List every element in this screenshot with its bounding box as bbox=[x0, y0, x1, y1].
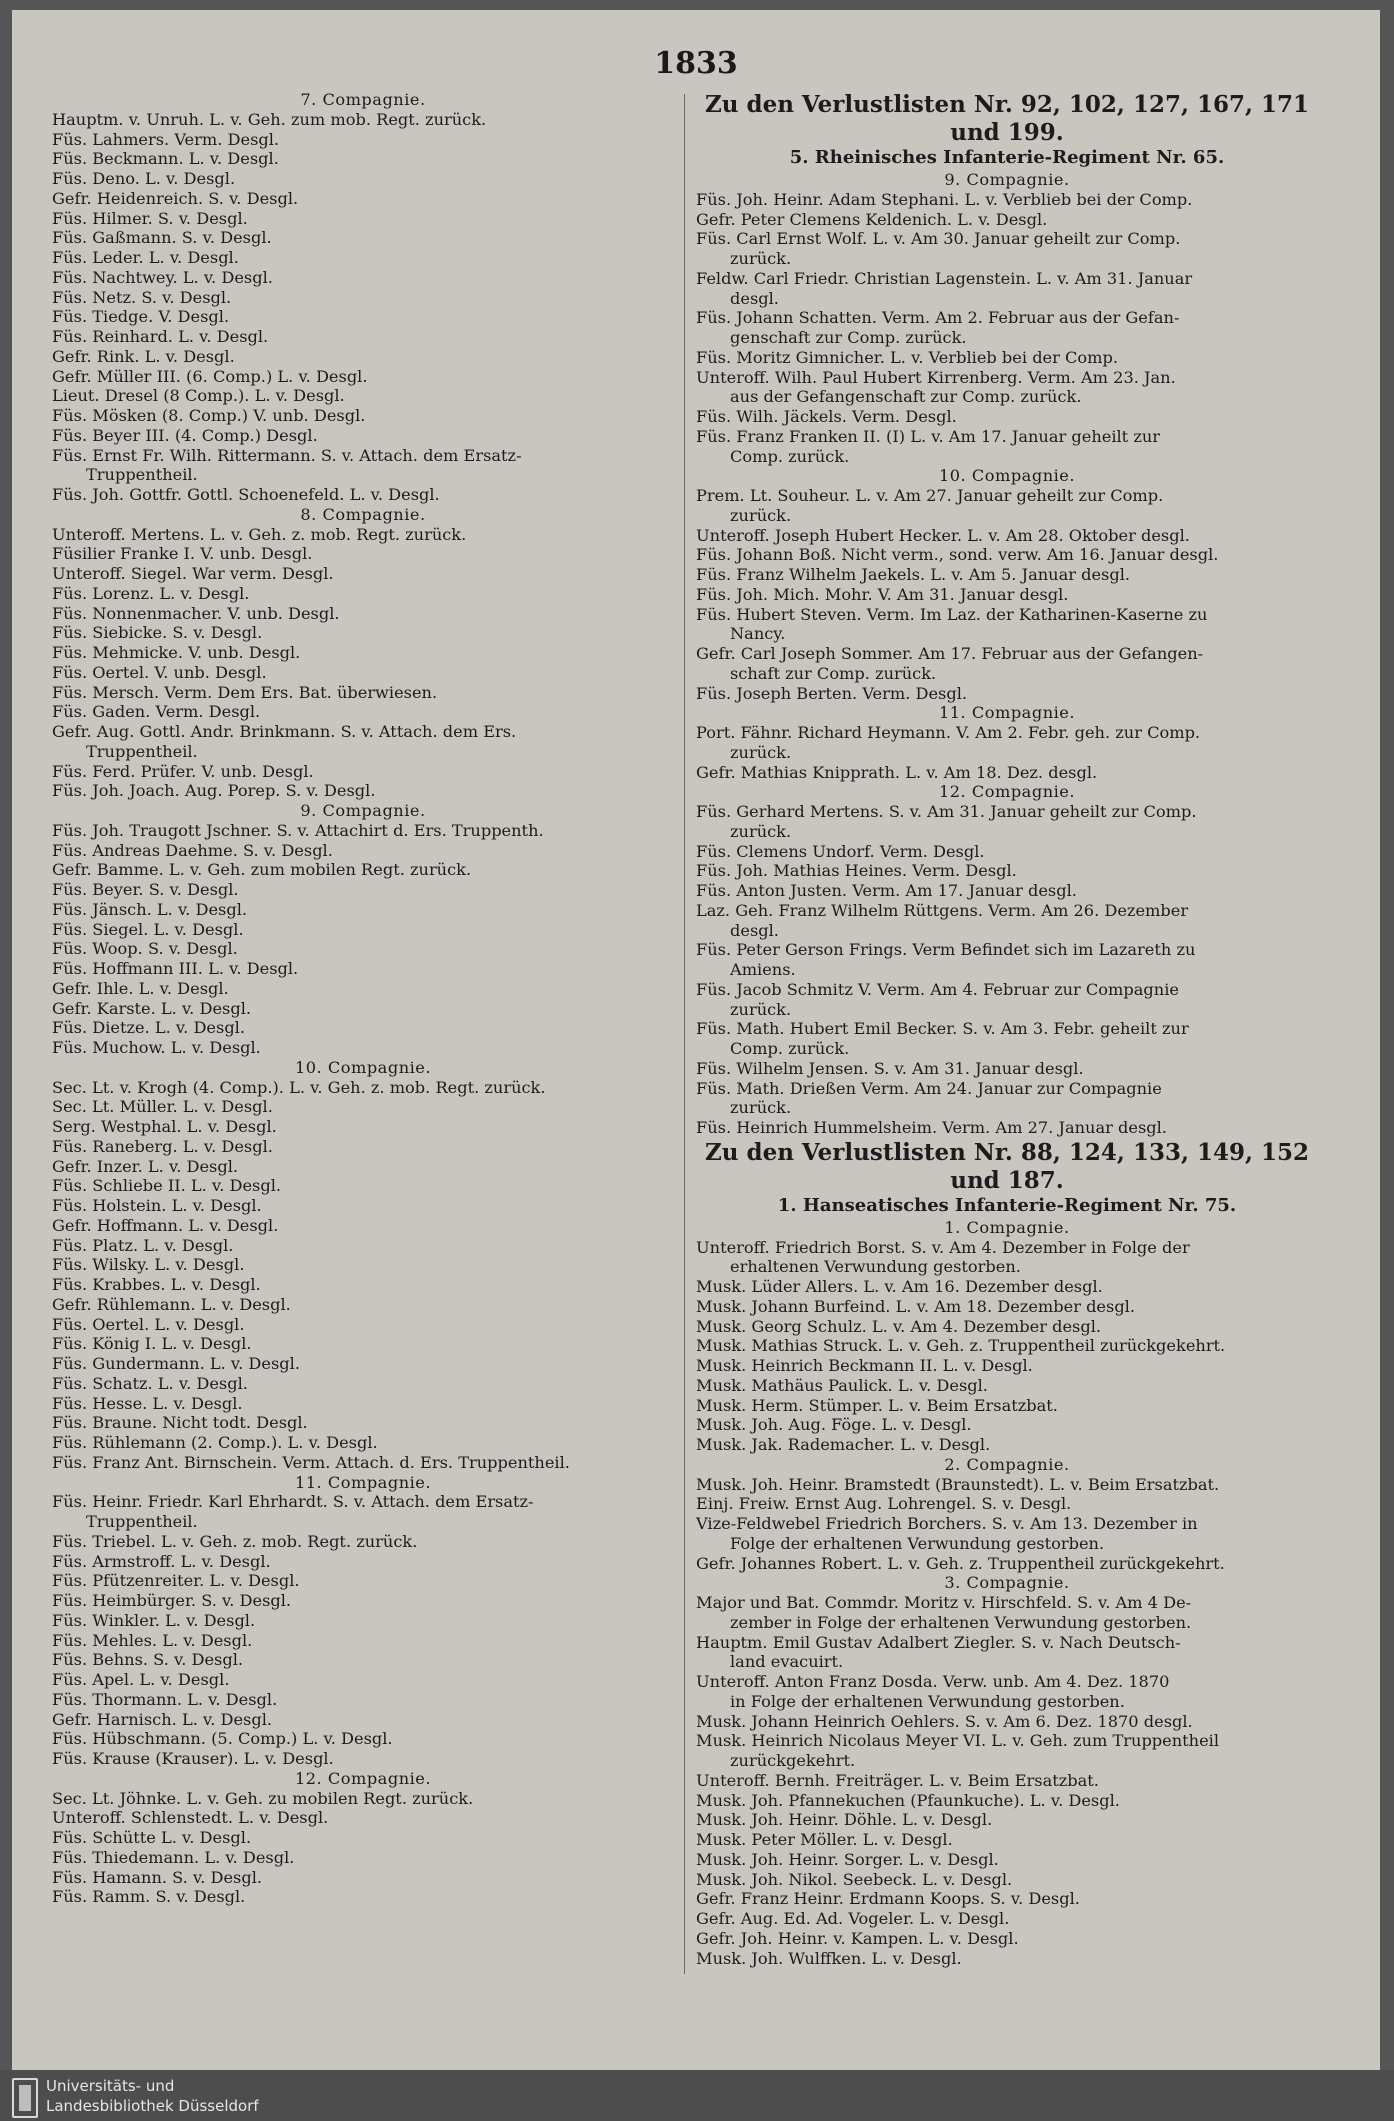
company-heading: 9. Compagnie. bbox=[300, 801, 426, 820]
entry-line: Port. Fähnr. Richard Heymann. V. Am 2. Febr. geh. zur Comp. bbox=[696, 723, 1201, 742]
newspaper-page bbox=[12, 10, 1380, 2070]
entry-line: Sec. Lt. v. Krogh (4. Comp.). L. v. Geh. z. mob. Regt. zurück. bbox=[52, 1077, 546, 1097]
left-column bbox=[52, 90, 674, 1907]
entry-line: Füs. Oertel. L. v. Desgl. bbox=[52, 1314, 245, 1334]
entry-continuation: in Folge der erhaltenen Verwundung gestorben. bbox=[730, 1691, 1125, 1711]
entry-line: Füs. Gundermann. L. v. Desgl. bbox=[52, 1354, 300, 1373]
entry-continuation: zurück. bbox=[730, 505, 792, 525]
regiment-heading: 5. Rheinisches Infanterie-Regiment Nr. 65. bbox=[789, 147, 1225, 168]
entry-continuation: Comp. zurück. bbox=[730, 446, 850, 466]
entry-line: Musk. Lüder Allers. L. v. Am 16. Dezember desgl. bbox=[696, 1277, 1103, 1296]
entry-line: Laz. Geh. Franz Wilhelm Rüttgens. Verm. Am 26. Dezember bbox=[696, 900, 1189, 920]
company-heading: 11. Compagnie. bbox=[938, 703, 1076, 723]
entry-line: Musk. Joh. Nikol. Seebeck. L. v. Desgl. bbox=[696, 1869, 1013, 1889]
entry-line: Füs. Jacob Schmitz V. Verm. Am 4. Februar zur Compagnie bbox=[696, 979, 1179, 999]
company-heading: 10. Compagnie. bbox=[294, 1057, 432, 1077]
entry-line: Einj. Freiw. Ernst Aug. Lohrengel. S. v. Desgl. bbox=[696, 1494, 1072, 1514]
entry-line: Füs. Joh. Heinr. Adam Stephani. L. v. Verblieb bei der Comp. bbox=[696, 189, 1193, 209]
entry-line: Füs. Johann Schatten. Verm. Am 2. Februar aus der Gefan- bbox=[696, 308, 1180, 328]
entry-line: Musk. Peter Möller. L. v. Desgl. bbox=[696, 1830, 953, 1849]
entry-line: Füs. Dietze. L. v. Desgl. bbox=[52, 1018, 245, 1038]
entry-line: Vize-Feldwebel Friedrich Borchers. S. v. Am 13. Dezember in bbox=[696, 1514, 1198, 1533]
entry-line: Unteroff. Schlenstedt. L. v. Desgl. bbox=[52, 1808, 329, 1828]
entry-line: Musk. Heinrich Nicolaus Meyer VI. L. v. Geh. zum Truppentheil bbox=[696, 1731, 1220, 1751]
company-heading: 11. Compagnie. bbox=[294, 1472, 432, 1492]
company-heading: 8. Compagnie. bbox=[300, 504, 426, 524]
entry-line: Füs. Johann Boß. Nicht verm., sond. verw. Am 16. Januar desgl. bbox=[696, 545, 1219, 565]
entry-line: Füs. Schütte L. v. Desgl. bbox=[52, 1828, 252, 1847]
entry-line: Füs. Nachtwey. L. v. Desgl. bbox=[52, 267, 273, 287]
entry-line: Füs. Netz. S. v. Desgl. bbox=[52, 287, 232, 307]
entry-line: Füs. Tiedge. V. Desgl. bbox=[52, 307, 230, 327]
entry-line: Füs. Triebel. L. v. Geh. z. mob. Regt. zurück. bbox=[52, 1531, 418, 1551]
entry-line: Füs. Leder. L. v. Desgl. bbox=[52, 248, 239, 267]
entry-continuation: Comp. zurück. bbox=[730, 1039, 850, 1058]
entry-line: Gefr. Harnisch. L. v. Desgl. bbox=[52, 1709, 273, 1729]
entry-line: Füs. Raneberg. L. v. Desgl. bbox=[52, 1136, 273, 1156]
entry-line: Füs. Joh. Joach. Aug. Porep. S. v. Desgl. bbox=[52, 781, 376, 801]
entry-line: Füs. Mehmicke. V. unb. Desgl. bbox=[52, 643, 301, 662]
entry-line: Unteroff. Wilh. Paul Hubert Kirrenberg. Verm. Am 23. Jan. bbox=[696, 367, 1176, 387]
entry-line: Füs. Heimbürger. S. v. Desgl. bbox=[52, 1591, 292, 1610]
page-number: 1833 bbox=[654, 46, 738, 81]
entry-line: Füs. Beckmann. L. v. Desgl. bbox=[52, 149, 279, 169]
entry-line: Füs. Franz Wilhelm Jaekels. L. v. Am 5. Januar desgl. bbox=[696, 565, 1131, 584]
entry-line: Gefr. Rink. L. v. Desgl. bbox=[52, 346, 235, 366]
entry-line: Füs. Andreas Daehme. S. v. Desgl. bbox=[52, 840, 333, 860]
entry-line: Gefr. Mathias Knipprath. L. v. Am 18. Dez. desgl. bbox=[696, 762, 1098, 782]
entry-line: Sec. Lt. Müller. L. v. Desgl. bbox=[52, 1097, 273, 1117]
section-title: Zu den Verlustlisten Nr. 88, 124, 133, 149, 152 bbox=[704, 1138, 1310, 1166]
entry-line: Füs. Peter Gerson Frings. Verm Befindet sich im Lazareth zu bbox=[696, 940, 1196, 960]
entry-continuation: Folge der erhaltenen Verwundung gestorben. bbox=[730, 1533, 1105, 1553]
entry-line: Füs. Franz Ant. Birnschein. Verm. Attach. d. Ers. Truppentheil. bbox=[52, 1452, 570, 1472]
entry-line: Gefr. Inzer. L. v. Desgl. bbox=[52, 1156, 239, 1176]
company-heading: 1. Compagnie. bbox=[944, 1217, 1070, 1237]
entry-line: Gefr. Ihle. L. v. Desgl. bbox=[52, 978, 229, 998]
entry-line: Füs. Krabbes. L. v. Desgl. bbox=[52, 1275, 261, 1294]
entry-continuation: zurück. bbox=[730, 249, 792, 268]
entry-line: Prem. Lt. Souheur. L. v. Am 27. Januar geheilt zur Comp. bbox=[696, 486, 1164, 505]
entry-line: Füs. Winkler. L. v. Desgl. bbox=[52, 1610, 256, 1630]
entry-line: Füs. Joh. Mich. Mohr. V. Am 31. Januar desgl. bbox=[696, 584, 1069, 604]
entry-line: Unteroff. Anton Franz Dosda. Verw. unb. Am 4. Dez. 1870 bbox=[696, 1672, 1170, 1691]
entry-line: Füs. Lahmers. Verm. Desgl. bbox=[52, 129, 280, 149]
entry-line: Füs. Hamann. S. v. Desgl. bbox=[52, 1867, 263, 1887]
company-heading: 12. Compagnie. bbox=[294, 1768, 432, 1788]
column-divider bbox=[684, 94, 685, 1974]
entry-continuation: Nancy. bbox=[730, 624, 786, 644]
entry-continuation: zurück. bbox=[730, 1098, 792, 1118]
entry-line: Füs. Moritz Gimnicher. L. v. Verblieb bei der Comp. bbox=[696, 347, 1119, 367]
entry-continuation: Truppentheil. bbox=[86, 1512, 198, 1531]
entry-line: Füs. Krause (Krauser). L. v. Desgl. bbox=[52, 1749, 334, 1768]
entry-line: Füs. Anton Justen. Verm. Am 17. Januar desgl. bbox=[696, 881, 1077, 900]
entry-line: Füs. Gaßmann. S. v. Desgl. bbox=[52, 228, 272, 248]
entry-line: Füs. Joh. Mathias Heines. Verm. Desgl. bbox=[696, 861, 1017, 881]
entry-line: Musk. Mathäus Paulick. L. v. Desgl. bbox=[696, 1375, 988, 1395]
entry-line: Füs. König I. L. v. Desgl. bbox=[52, 1334, 252, 1354]
entry-line: Füs. Reinhard. L. v. Desgl. bbox=[52, 327, 269, 346]
entry-line: Füs. Armstroff. L. v. Desgl. bbox=[52, 1551, 271, 1571]
entry-line: Füs. Joseph Berten. Verm. Desgl. bbox=[696, 683, 968, 703]
entry-line: Füs. Hubert Steven. Verm. Im Laz. der Katharinen-Kaserne zu bbox=[696, 604, 1208, 624]
entry-line: Serg. Westphal. L. v. Desgl. bbox=[52, 1117, 277, 1136]
company-heading: 3. Compagnie. bbox=[944, 1573, 1070, 1593]
entry-line: Musk. Herm. Stümper. L. v. Beim Ersatzbat. bbox=[696, 1395, 1058, 1415]
entry-line: Füs. Joh. Traugott Jschner. S. v. Attachirt d. Ers. Truppenth. bbox=[52, 820, 544, 840]
company-heading: 2. Compagnie. bbox=[944, 1454, 1070, 1474]
entry-line: Musk. Joh. Heinr. Bramstedt (Braunstedt). L. v. Beim Ersatzbat. bbox=[696, 1474, 1220, 1494]
entry-continuation: aus der Gefangenschaft zur Comp. zurück. bbox=[730, 387, 1082, 407]
entry-line: Füs. Braune. Nicht todt. Desgl. bbox=[52, 1413, 308, 1433]
entry-line: Gefr. Rühlemann. L. v. Desgl. bbox=[52, 1294, 291, 1314]
section-title: Zu den Verlustlisten Nr. 92, 102, 127, 167, 171 bbox=[704, 91, 1310, 118]
entry-line: Musk. Joh. Wulffken. L. v. Desgl. bbox=[696, 1948, 962, 1968]
entry-line: Füs. Joh. Gottfr. Gottl. Schoenefeld. L. v. Desgl. bbox=[52, 485, 440, 504]
entry-line: Gefr. Karste. L. v. Desgl. bbox=[52, 998, 252, 1018]
entry-line: Gefr. Bamme. L. v. Geh. zum mobilen Regt. zurück. bbox=[52, 860, 472, 880]
entry-line: Füs. Deno. L. v. Desgl. bbox=[52, 169, 236, 188]
entry-line: Füs. Mehles. L. v. Desgl. bbox=[52, 1630, 253, 1650]
right-column bbox=[696, 90, 1318, 1968]
section-title: und 199. bbox=[950, 119, 1064, 146]
entry-line: Füs. Muchow. L. v. Desgl. bbox=[52, 1038, 261, 1057]
entry-line: Füs. Hesse. L. v. Desgl. bbox=[52, 1393, 243, 1413]
entry-line: Füs. Ernst Fr. Wilh. Rittermann. S. v. Attach. dem Ersatz- bbox=[52, 445, 522, 465]
entry-continuation: Truppentheil. bbox=[86, 741, 198, 761]
entry-line: Füs. Thormann. L. v. Desgl. bbox=[52, 1689, 278, 1709]
entry-line: Füs. Mösken (8. Comp.) V. unb. Desgl. bbox=[52, 406, 366, 425]
entry-line: Füs. Schatz. L. v. Desgl. bbox=[52, 1373, 248, 1393]
entry-line: Musk. Jak. Rademacher. L. v. Desgl. bbox=[696, 1435, 991, 1454]
entry-line: Füs. Gaden. Verm. Desgl. bbox=[52, 702, 261, 722]
entry-line: Füs. Heinr. Friedr. Karl Ehrhardt. S. v. Attach. dem Ersatz- bbox=[52, 1492, 534, 1512]
entry-continuation: genschaft zur Comp. zurück. bbox=[730, 328, 967, 347]
entry-line: Füs. Hoffmann III. L. v. Desgl. bbox=[52, 959, 299, 978]
entry-line: Gefr. Johannes Robert. L. v. Geh. z. Truppentheil zurückgekehrt. bbox=[696, 1553, 1225, 1573]
entry-line: Füs. Franz Franken II. (I) L. v. Am 17. Januar geheilt zur bbox=[696, 426, 1161, 446]
entry-line: Füs. Pfützenreiter. L. v. Desgl. bbox=[52, 1571, 300, 1591]
entry-line: Füs. Carl Ernst Wolf. L. v. Am 30. Januar geheilt zur Comp. bbox=[696, 229, 1181, 249]
entry-line: Füs. Platz. L. v. Desgl. bbox=[52, 1235, 234, 1255]
entry-line: Unteroff. Mertens. L. v. Geh. z. mob. Regt. zurück. bbox=[52, 524, 467, 544]
entry-line: Hauptm. v. Unruh. L. v. Geh. zum mob. Regt. zurück. bbox=[52, 109, 487, 129]
company-heading: 10. Compagnie. bbox=[938, 466, 1076, 486]
entry-line: Füs. Oertel. V. unb. Desgl. bbox=[52, 662, 267, 682]
regiment-heading: 1. Hanseatisches Infanterie-Regiment Nr. 75. bbox=[777, 1194, 1237, 1216]
entry-line: Gefr. Aug. Ed. Ad. Vogeler. L. v. Desgl. bbox=[696, 1909, 1010, 1928]
entry-continuation: desgl. bbox=[730, 288, 779, 308]
entry-continuation: erhaltenen Verwundung gestorben. bbox=[730, 1257, 1021, 1277]
entry-line: Feldw. Carl Friedr. Christian Lagenstein. L. v. Am 31. Januar bbox=[696, 268, 1193, 288]
footer-line-1: Universitäts- und bbox=[46, 2077, 175, 2095]
entry-line: Gefr. Aug. Gottl. Andr. Brinkmann. S. v. Attach. dem Ers. bbox=[52, 722, 517, 741]
entry-line: Musk. Georg Schulz. L. v. Am 4. Dezember desgl. bbox=[696, 1316, 1102, 1336]
entry-line: Musk. Joh. Pfannekuchen (Pfaunkuche). L. v. Desgl. bbox=[696, 1790, 1120, 1810]
footer-line-2: Landesbibliothek Düsseldorf bbox=[46, 2097, 259, 2115]
entry-line: Unteroff. Friedrich Borst. S. v. Am 4. Dezember in Folge der bbox=[696, 1237, 1190, 1257]
entry-line: Lieut. Dresel (8 Comp.). L. v. Desgl. bbox=[52, 386, 345, 406]
entry-line: Gefr. Hoffmann. L. v. Desgl. bbox=[52, 1215, 279, 1235]
entry-line: Füs. Hübschmann. (5. Comp.) L. v. Desgl. bbox=[52, 1729, 393, 1749]
entry-line: Füs. Lorenz. L. v. Desgl. bbox=[52, 583, 250, 603]
entry-line: Musk. Joh. Heinr. Döhle. L. v. Desgl. bbox=[696, 1810, 993, 1830]
entry-continuation: land evacuirt. bbox=[730, 1652, 844, 1672]
section-title: und 187. bbox=[950, 1166, 1064, 1194]
entry-line: Füs. Thiedemann. L. v. Desgl. bbox=[52, 1847, 295, 1867]
entry-line: Füs. Holstein. L. v. Desgl. bbox=[52, 1196, 262, 1215]
entry-line: Füs. Hilmer. S. v. Desgl. bbox=[52, 208, 248, 228]
entry-line: Hauptm. Emil Gustav Adalbert Ziegler. S. v. Nach Deutsch- bbox=[696, 1632, 1181, 1652]
entry-line: Füs. Gerhard Mertens. S. v. Am 31. Januar geheilt zur Comp. bbox=[696, 802, 1197, 821]
entry-line: Füs. Beyer. S. v. Desgl. bbox=[52, 880, 239, 899]
entry-continuation: Amiens. bbox=[730, 960, 796, 979]
entry-line: Füs. Heinrich Hummelsheim. Verm. Am 27. Januar desgl. bbox=[696, 1118, 1167, 1137]
company-heading: 12. Compagnie. bbox=[938, 782, 1076, 802]
entry-continuation: zurück. bbox=[730, 742, 792, 762]
entry-line: Musk. Heinrich Beckmann II. L. v. Desgl. bbox=[696, 1356, 1033, 1375]
entry-line: Füs. Woop. S. v. Desgl. bbox=[52, 939, 238, 959]
entry-line: Musk. Johann Heinrich Oehlers. S. v. Am 6. Dez. 1870 desgl. bbox=[696, 1711, 1193, 1731]
company-heading: 9. Compagnie. bbox=[944, 170, 1070, 189]
entry-line: Musk. Joh. Aug. Föge. L. v. Desgl. bbox=[696, 1415, 972, 1435]
entry-continuation: Truppentheil. bbox=[86, 465, 198, 485]
entry-line: Major und Bat. Commdr. Moritz v. Hirschfeld. S. v. Am 4 De- bbox=[696, 1593, 1192, 1612]
entry-line: Füs. Clemens Undorf. Verm. Desgl. bbox=[696, 841, 985, 861]
entry-line: Füs. Mersch. Verm. Dem Ers. Bat. überwiesen. bbox=[52, 682, 438, 702]
entry-line: Füs. Nonnenmacher. V. unb. Desgl. bbox=[52, 603, 340, 623]
entry-line: Musk. Joh. Heinr. Sorger. L. v. Desgl. bbox=[696, 1849, 999, 1869]
entry-line: Füs. Jänsch. L. v. Desgl. bbox=[52, 899, 248, 919]
entry-line: Gefr. Carl Joseph Sommer. Am 17. Februar aus der Gefangen- bbox=[696, 644, 1204, 663]
entry-continuation: zember in Folge der erhaltenen Verwundung gestorben. bbox=[730, 1612, 1192, 1632]
entry-line: Gefr. Heidenreich. S. v. Desgl. bbox=[52, 188, 299, 208]
entry-line: Füs. Schliebe II. L. v. Desgl. bbox=[52, 1176, 282, 1196]
entry-continuation: zurück. bbox=[730, 821, 792, 841]
entry-continuation: zurück. bbox=[730, 999, 792, 1019]
entry-continuation: zurückgekehrt. bbox=[730, 1751, 856, 1770]
entry-line: Gefr. Müller III. (6. Comp.) L. v. Desgl. bbox=[52, 366, 368, 386]
entry-line: Unteroff. Bernh. Freiträger. L. v. Beim Ersatzbat. bbox=[696, 1770, 1099, 1790]
entry-line: Gefr. Peter Clemens Keldenich. L. v. Desgl. bbox=[696, 209, 1048, 229]
entry-line: Füs. Apel. L. v. Desgl. bbox=[52, 1670, 230, 1689]
entry-continuation: desgl. bbox=[730, 920, 779, 940]
entry-line: Musk. Mathias Struck. L. v. Geh. z. Truppentheil zurückgekehrt. bbox=[696, 1336, 1226, 1356]
entry-line: Füs. Behns. S. v. Desgl. bbox=[52, 1650, 244, 1670]
entry-line: Füs. Math. Hubert Emil Becker. S. v. Am 3. Febr. geheilt zur bbox=[696, 1019, 1189, 1039]
entry-line: Füs. Siebicke. S. v. Desgl. bbox=[52, 623, 263, 643]
entry-line: Musk. Johann Burfeind. L. v. Am 18. Dezember desgl. bbox=[696, 1296, 1136, 1316]
entry-line: Gefr. Joh. Heinr. v. Kampen. L. v. Desgl. bbox=[696, 1928, 1019, 1948]
entry-line: Sec. Lt. Jöhnke. L. v. Geh. zu mobilen Regt. zurück. bbox=[52, 1788, 474, 1808]
entry-line: Unteroff. Siegel. War verm. Desgl. bbox=[52, 564, 334, 583]
entry-line: Füs. Wilh. Jäckels. Verm. Desgl. bbox=[696, 407, 957, 426]
entry-line: Füs. Siegel. L. v. Desgl. bbox=[52, 919, 244, 939]
entry-continuation: schaft zur Comp. zurück. bbox=[730, 663, 937, 683]
entry-line: Gefr. Franz Heinr. Erdmann Koops. S. v. Desgl. bbox=[696, 1889, 1080, 1909]
footer-bar bbox=[0, 2070, 1394, 2121]
entry-line: Füs. Ferd. Prüfer. V. unb. Desgl. bbox=[52, 761, 314, 781]
entry-line: Füs. Beyer III. (4. Comp.) Desgl. bbox=[52, 425, 318, 445]
entry-line: Füs. Wilsky. L. v. Desgl. bbox=[52, 1255, 245, 1275]
entry-line: Füs. Wilhelm Jensen. S. v. Am 31. Januar desgl. bbox=[696, 1058, 1084, 1078]
company-heading: 7. Compagnie. bbox=[300, 90, 426, 109]
entry-line: Füs. Rühlemann (2. Comp.). L. v. Desgl. bbox=[52, 1433, 378, 1452]
library-logo-icon bbox=[12, 2078, 38, 2118]
entry-line: Füs. Ramm. S. v. Desgl. bbox=[52, 1887, 246, 1907]
entry-line: Füsilier Franke I. V. unb. Desgl. bbox=[52, 544, 313, 564]
entry-line: Füs. Math. Drießen Verm. Am 24. Januar zur Compagnie bbox=[696, 1078, 1162, 1098]
entry-line: Unteroff. Joseph Hubert Hecker. L. v. Am 28. Oktober desgl. bbox=[696, 525, 1190, 545]
